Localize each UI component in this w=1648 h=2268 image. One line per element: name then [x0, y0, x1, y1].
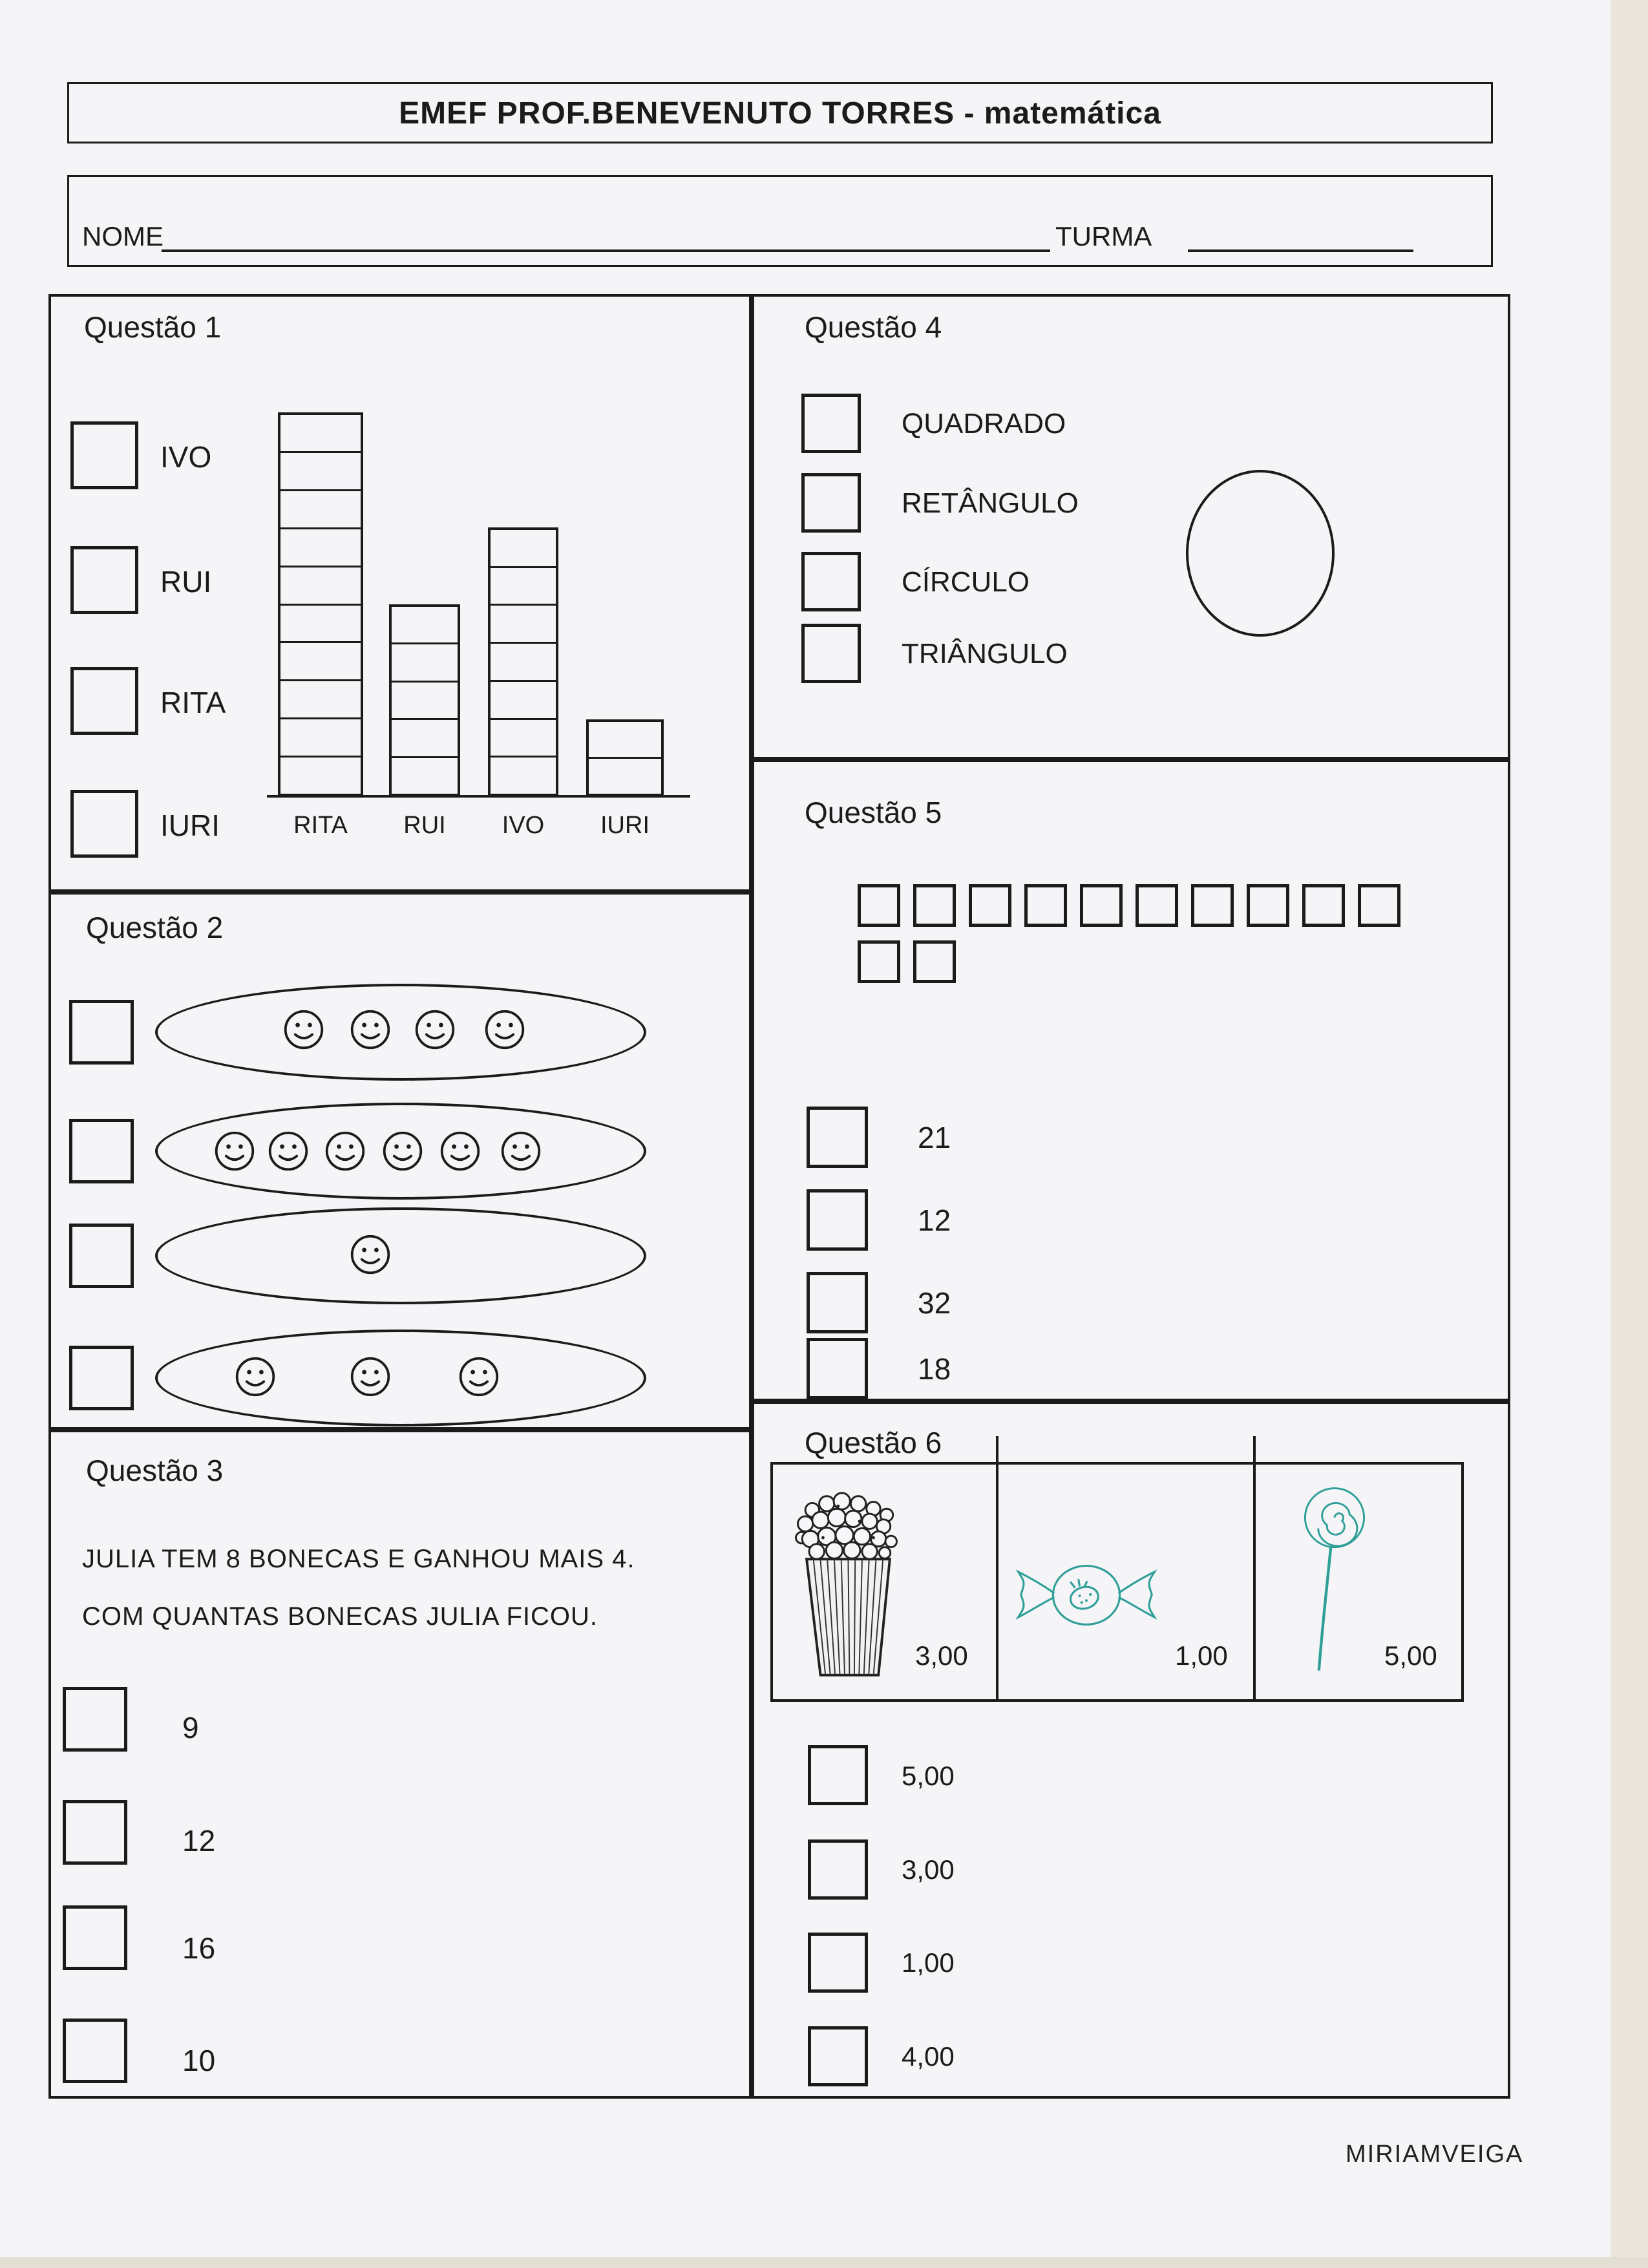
smiley-face-icon: [439, 1130, 481, 1172]
chart-bar-rui: [389, 604, 460, 796]
chart-category-label: RUI: [403, 812, 446, 839]
credit-text: MIRIAMVEIGA: [1346, 2141, 1524, 2168]
chart-bar-segment: [589, 722, 661, 757]
answer-option-label: 9: [182, 1711, 199, 1744]
answer-option-label: 21: [918, 1121, 951, 1154]
answer-option-label: 16: [182, 1931, 216, 1965]
chart-bar-segment: [392, 607, 458, 642]
chart-bar-segment: [280, 756, 361, 794]
counting-square: [1024, 884, 1067, 927]
answer-checkbox-q4-retângulo[interactable]: [801, 473, 861, 533]
answer-checkbox-q3-10[interactable]: [63, 2019, 127, 2083]
answer-checkbox-q1-rui[interactable]: [70, 546, 138, 614]
smiley-face-icon: [483, 1008, 526, 1051]
counting-square: [913, 884, 956, 927]
counting-square: [969, 884, 1011, 927]
answer-checkbox-q3-9[interactable]: [63, 1687, 127, 1752]
answer-checkbox-q4-quadrado[interactable]: [801, 394, 861, 453]
page-title: [67, 96, 1493, 131]
chart-bar-segment: [280, 489, 361, 527]
answer-checkbox-q6-1-00[interactable]: [808, 1933, 868, 1993]
question-heading-q5: Questão 5: [805, 796, 942, 829]
scan-edge-bottom: [0, 2257, 1648, 2268]
smiley-oval-row3: [155, 1207, 646, 1304]
answer-checkbox-q1-ivo[interactable]: [70, 421, 138, 489]
question-box-q1: [48, 294, 752, 892]
chart-bar-segment: [491, 566, 556, 604]
answer-option-label: RETÂNGULO: [902, 487, 1079, 519]
counting-square: [858, 940, 900, 983]
answer-option-label: IURI: [160, 809, 220, 842]
smiley-oval-row4: [155, 1330, 646, 1426]
answer-checkbox-q2-row1[interactable]: [69, 1000, 134, 1065]
smiley-face-icon: [381, 1130, 424, 1172]
price-table-divider: [1253, 1436, 1256, 1702]
answer-option-label: QUADRADO: [902, 408, 1066, 440]
smiley-face-icon: [500, 1130, 542, 1172]
chart-bar-segment: [280, 679, 361, 717]
chart-bar-segment: [280, 566, 361, 604]
question-heading-q4: Questão 4: [805, 310, 942, 344]
answer-option-label: 10: [182, 2044, 216, 2077]
lollipop-icon: [1286, 1479, 1383, 1686]
chart-bar-segment: [280, 641, 361, 679]
counting-square: [1247, 884, 1289, 927]
answer-checkbox-q5-32[interactable]: [807, 1272, 868, 1333]
smiley-oval-row1: [155, 984, 646, 1081]
chart-bar-segment: [491, 680, 556, 718]
answer-checkbox-q4-círculo[interactable]: [801, 552, 861, 611]
chart-bar-segment: [392, 718, 458, 756]
question-heading-q2: Questão 2: [86, 911, 224, 944]
chart-bar-segment: [491, 530, 556, 566]
counting-square: [858, 884, 900, 927]
counting-square: [913, 940, 956, 983]
chart-bar-segment: [280, 527, 361, 566]
counting-square: [1136, 884, 1178, 927]
price-label: 5,00: [1384, 1640, 1437, 1671]
answer-checkbox-q6-4-00[interactable]: [808, 2026, 868, 2086]
smiley-face-icon: [213, 1130, 256, 1172]
nome-field-line[interactable]: [162, 220, 1050, 252]
answer-checkbox-q6-3-00[interactable]: [808, 1839, 868, 1900]
chart-bar-segment: [392, 642, 458, 680]
answer-checkbox-q5-21[interactable]: [807, 1107, 868, 1168]
counting-square: [1080, 884, 1123, 927]
answer-checkbox-q1-rita[interactable]: [70, 667, 138, 735]
smiley-face-icon: [324, 1130, 366, 1172]
popcorn-icon: [784, 1482, 910, 1699]
chart-bar-segment: [491, 604, 556, 642]
chart-category-label: IURI: [600, 812, 650, 839]
chart-bar-segment: [280, 451, 361, 489]
counting-square: [1191, 884, 1234, 927]
circle-shape: [1186, 470, 1335, 637]
chart-bar-segment: [392, 681, 458, 718]
chart-category-label: RITA: [293, 812, 348, 839]
answer-option-label: 1,00: [902, 1947, 955, 1978]
answer-option-label: RUI: [160, 565, 212, 599]
counting-square: [1358, 884, 1400, 927]
chart-bar-segment: [589, 757, 661, 794]
smiley-face-icon: [458, 1355, 500, 1398]
answer-checkbox-q3-12[interactable]: [63, 1800, 127, 1865]
answer-option-label: 4,00: [902, 2041, 955, 2072]
answer-option-label: 18: [918, 1352, 951, 1386]
answer-option-label: 12: [918, 1203, 951, 1237]
question-heading-q6: Questão 6: [805, 1426, 942, 1459]
smiley-face-icon: [267, 1130, 310, 1172]
answer-option-label: 32: [918, 1286, 951, 1320]
page-title-text: EMEF PROF.BENEVENUTO TORRES - matemática: [399, 96, 1161, 131]
answer-option-label: 3,00: [902, 1854, 955, 1885]
chart-bar-segment: [392, 756, 458, 794]
answer-option-label: IVO: [160, 440, 212, 474]
answer-option-label: 12: [182, 1824, 216, 1858]
chart-category-label: IVO: [502, 812, 545, 839]
price-table-divider: [996, 1436, 998, 1702]
answer-checkbox-q3-16[interactable]: [63, 1905, 127, 1970]
scan-edge-right: [1611, 0, 1648, 2268]
smiley-face-icon: [414, 1008, 456, 1051]
question-box-q3: [48, 1430, 752, 2099]
answer-option-label: TRIÂNGULO: [902, 638, 1068, 670]
chart-bar-iuri: [586, 719, 664, 796]
answer-checkbox-q5-12[interactable]: [807, 1189, 868, 1251]
question-box-q4: [752, 294, 1510, 759]
answer-checkbox-q2-row3[interactable]: [69, 1224, 134, 1288]
smiley-face-icon: [349, 1008, 392, 1051]
answer-checkbox-q2-row2[interactable]: [69, 1119, 134, 1183]
turma-label: TURMA: [1055, 221, 1152, 251]
candy-icon: [1006, 1537, 1167, 1653]
chart-bar-segment: [280, 415, 361, 451]
counting-square: [1302, 884, 1345, 927]
problem-text-line: COM QUANTAS BONECAS JULIA FICOU.: [82, 1602, 598, 1631]
answer-option-label: RITA: [160, 686, 226, 719]
turma-field-line[interactable]: [1188, 220, 1413, 252]
nome-label: NOME: [82, 221, 164, 251]
answer-checkbox-q1-iuri[interactable]: [70, 790, 138, 858]
chart-bar-ivo: [488, 527, 558, 796]
chart-bar-segment: [491, 642, 556, 680]
answer-checkbox-q4-triângulo[interactable]: [801, 624, 861, 683]
problem-text-line: JULIA TEM 8 BONECAS E GANHOU MAIS 4.: [82, 1545, 635, 1573]
chart-bar-rita: [278, 412, 363, 796]
chart-bar-segment: [491, 756, 556, 794]
question-heading-q1: Questão 1: [84, 310, 222, 344]
chart-bar-segment: [280, 604, 361, 642]
answer-option-label: CÍRCULO: [902, 566, 1030, 598]
smiley-face-icon: [234, 1355, 277, 1398]
question-heading-q3: Questão 3: [86, 1454, 224, 1487]
smiley-face-icon: [349, 1233, 392, 1276]
answer-checkbox-q2-row4[interactable]: [69, 1346, 134, 1410]
answer-checkbox-q5-18[interactable]: [807, 1338, 868, 1399]
smiley-face-icon: [349, 1355, 392, 1398]
chart-bar-segment: [280, 717, 361, 756]
smiley-face-icon: [282, 1008, 325, 1051]
chart-bar-segment: [491, 718, 556, 756]
price-label: 3,00: [915, 1640, 968, 1671]
answer-checkbox-q6-5-00[interactable]: [808, 1745, 868, 1805]
price-label: 1,00: [1175, 1640, 1228, 1671]
answer-option-label: 5,00: [902, 1761, 955, 1791]
